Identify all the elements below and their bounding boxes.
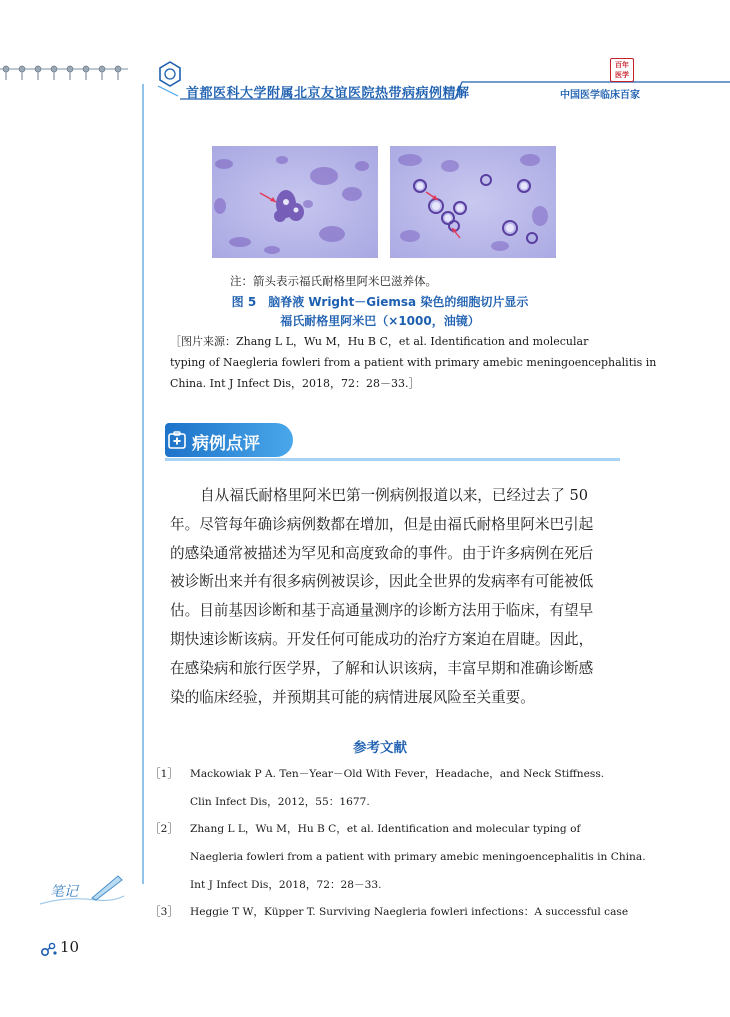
figure-source-line: China. Int J Infect Dis，2018，72：28－33.］ [170, 377, 420, 390]
margin-rule [142, 84, 144, 884]
page-number: 10 [60, 938, 80, 956]
medical-kit-icon [168, 431, 186, 449]
running-header-title: 首都医科大学附属北京友谊医院热带病病例精解 [186, 86, 470, 101]
paragraph-line: 估。目前基因诊断和基于高通量测序的诊断方法用于临床，有望早 [170, 602, 594, 620]
reference-text-line: Naegleria fowleri from a patient with primary amebic meningoencephalitis in China. [190, 851, 646, 863]
commentary-paragraph [170, 482, 620, 712]
micrograph-left [212, 146, 378, 258]
reference-text-line: Mackowiak P A. Ten－Year－Old With Fever，Headache，and Neck Stiffness. [190, 768, 605, 780]
reference-number: ［2］ [150, 823, 178, 835]
section-title: 病例点评 [192, 434, 260, 454]
references-heading: 参考文献 [353, 740, 407, 756]
paragraph-line: 被诊断出来并有很多病例被误诊，因此全世界的发病率有可能被低 [170, 573, 594, 591]
figure-title-line-1: 图 5 脑脊液 Wright－Giemsa 染色的细胞切片显示 [231, 295, 529, 309]
figure-source [170, 331, 657, 394]
notes-pen-icon [36, 870, 128, 910]
reference-text-line: Clin Infect Dis，2012，55：1677. [190, 796, 370, 808]
paragraph-line: 的感染通常被描述为罕见和高度致命的事件。由于许多病例在死后 [170, 544, 594, 562]
reference-text-line: Int J Infect Dis，2018，72：28－33. [190, 879, 382, 891]
figure-title-line-2: 福氏耐格里阿米巴（×1000，油镜） [280, 314, 480, 328]
figure-note: 注：箭头表示福氏耐格里阿米巴滋养体。 [230, 274, 437, 288]
reference-number: ［1］ [150, 768, 178, 780]
figure-source-line: ［图片来源：Zhang L L，Wu M，Hu B C，et al. Identification and molecular [170, 335, 589, 348]
reference-number: ［3］ [150, 906, 178, 918]
paragraph-line: 期快速诊断该病。开发任何可能成功的治疗方案迫在眉睫。因此， [170, 630, 594, 648]
paragraph-line: 自从福氏耐格里阿米巴第一例病例报道以来，已经过去了 50 [200, 487, 589, 504]
series-name: 中国医学临床百家 [560, 90, 640, 101]
binder-pins-decoration [0, 60, 128, 84]
reference-text-line: Zhang L L，Wu M，Hu B C，et al. Identification and molecular typing of [190, 823, 581, 835]
section-underline [165, 458, 620, 461]
micrograph-right [390, 146, 556, 258]
figure-source-line: typing of Naegleria fowleri from a patient with primary amebic meningoencephalitis in [170, 356, 657, 369]
paragraph-line: 年。尽管每年确诊病例数都在增加，但是由福氏耐格里阿米巴引起 [170, 515, 594, 533]
page-number-ornament-icon [40, 938, 58, 958]
paragraph-line: 染的临床经验，并预期其可能的病情进展风险至关重要。 [170, 688, 535, 706]
paragraph-line: 在感染病和旅行医学界，了解和认识该病，丰富早期和准确诊断感 [170, 659, 594, 677]
reference-text-line: Heggie T W，Küpper T. Surviving Naegleria fowleri infections：A successful case [190, 906, 629, 918]
notes-label: 笔记 [50, 884, 78, 900]
series-seal-logo: 百年 医学 [610, 58, 634, 82]
